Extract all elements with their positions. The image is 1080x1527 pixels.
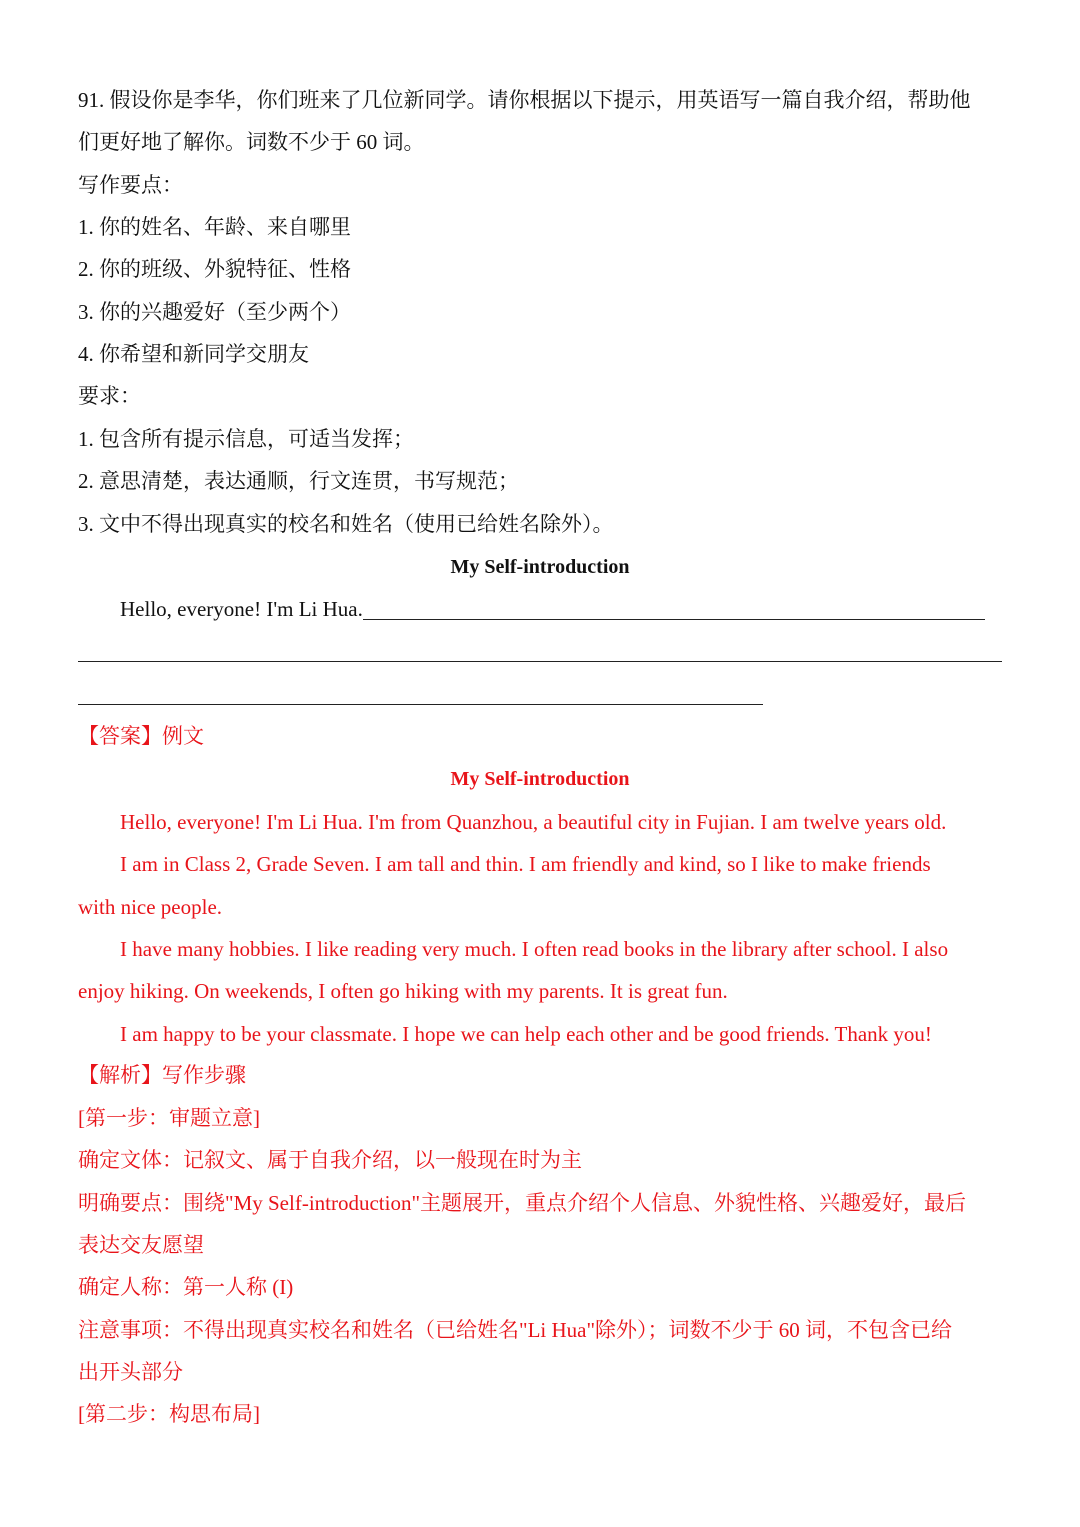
answer-blank-line [78, 661, 1002, 662]
answer-label: 【答案】例文 [78, 724, 204, 748]
point-item: 2. 你的班级、外貌特征、性格 [78, 257, 351, 281]
analysis-line: 确定文体：记叙文、属于自我介绍，以一般现在时为主 [78, 1148, 582, 1172]
analysis-label: 【解析】写作步骤 [78, 1063, 246, 1087]
essay-start-line [120, 594, 985, 624]
point-item: 4. 你希望和新同学交朋友 [78, 342, 309, 366]
answer-line: I have many hobbies. I like reading very much. I often read books in the library after school. I also [120, 937, 949, 961]
requirements-heading: 要求： [78, 384, 141, 408]
analysis-line: 确定人称：第一人称 (I) [78, 1275, 294, 1299]
question-prompt-line1 [78, 85, 971, 115]
answer-title: My Self-introduction [450, 768, 630, 790]
points-heading: 写作要点： [78, 173, 183, 197]
answer-line: I am happy to be your classmate. I hope we can help each other and be good friends. Thank you! [120, 1022, 932, 1046]
analysis-line: 注意事项：不得出现真实校名和姓名（已给姓名"Li Hua"除外）；词数不少于 60 词，不包含已给 [78, 1318, 953, 1342]
answer-line: Hello, everyone! I'm Li Hua. I'm from Quanzhou, a beautiful city in Fujian. I am twelve years old. [120, 810, 947, 834]
point-item: 1. 你的姓名、年龄、来自哪里 [78, 215, 351, 239]
answer-line: with nice people. [78, 895, 223, 919]
analysis-line: 明确要点：围绕"My Self-introduction"主题展开，重点介绍个人信息、外貌性格、兴趣爱好，最后 [78, 1191, 967, 1215]
answer-line: enjoy hiking. On weekends, I often go hiking with my parents. It is great fun. [78, 979, 728, 1003]
essay-start-text: Hello, everyone! I'm Li Hua. [120, 597, 363, 621]
question-prompt-line2: 们更好地了解你。词数不少于 60 词。 [78, 130, 425, 154]
analysis-line: [第二步：构思布局] [78, 1402, 260, 1426]
requirement-item: 2. 意思清楚，表达通顺，行文连贯，书写规范； [78, 469, 519, 493]
answer-line: I am in Class 2, Grade Seven. I am tall and thin. I am friendly and kind, so I like to make friends [120, 852, 931, 876]
answer-blank [363, 597, 985, 620]
analysis-line: [第一步：审题立意] [78, 1106, 260, 1130]
analysis-line: 表达交友愿望 [78, 1233, 204, 1257]
point-item: 3. 你的兴趣爱好（至少两个） [78, 300, 351, 324]
requirement-item: 1. 包含所有提示信息，可适当发挥； [78, 427, 414, 451]
analysis-line: 出开头部分 [78, 1360, 183, 1384]
essay-title: My Self-introduction [450, 556, 630, 578]
question-prompt-text: 假设你是李华，你们班来了几位新同学。请你根据以下提示，用英语写一篇自我介绍，帮助他 [109, 88, 971, 112]
answer-blank-line [78, 704, 763, 705]
question-number: 91. [78, 88, 105, 112]
requirement-item: 3. 文中不得出现真实的校名和姓名（使用已给姓名除外）。 [78, 512, 614, 536]
